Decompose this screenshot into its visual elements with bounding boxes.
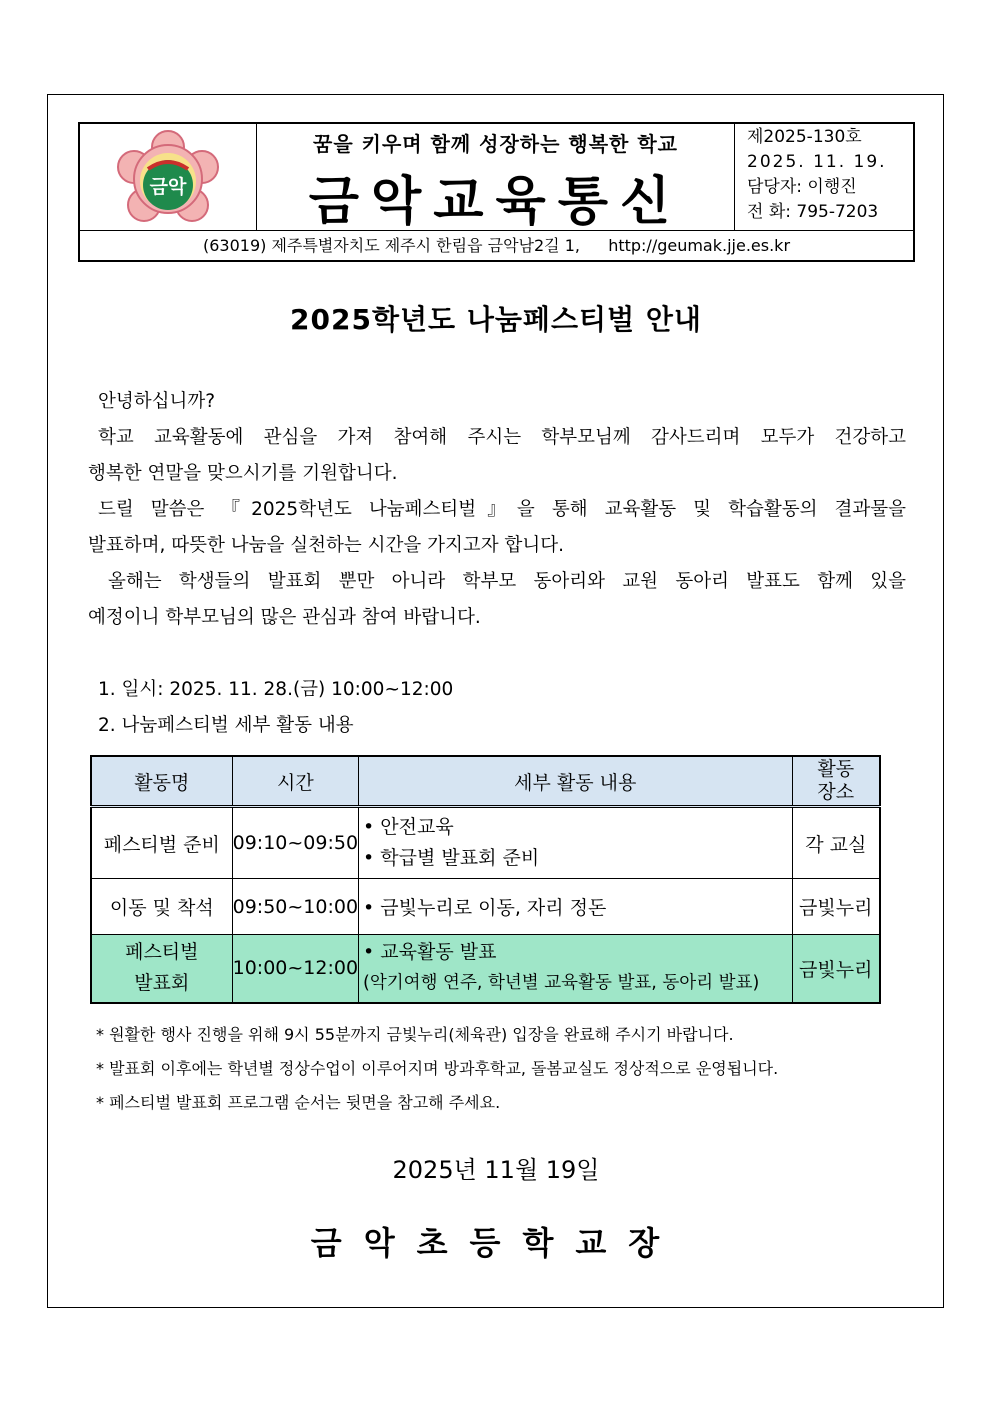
doc-info-cell <box>735 124 913 230</box>
detail-subtext: (악기여행 연주, 학년별 교육활동 발표, 동아리 발표) <box>363 973 760 994</box>
activity-place: 금빛누리 <box>792 879 880 935</box>
activity-place: 각 교실 <box>792 807 880 879</box>
doc-number: 제2025-130호 <box>747 127 862 147</box>
paragraph-2-line-2: 발표하며, 따뜻한 나눔을 실천하는 시간을 가지고자 합니다. <box>88 535 564 556</box>
table-row <box>91 807 880 879</box>
school-address: (63019) 제주특별자치도 제주시 한림읍 금악남2길 1, <box>202 236 580 255</box>
activity-time: 09:50~10:00 <box>232 879 358 935</box>
detail-item: • 학급별 발표회 준비 <box>363 847 540 869</box>
activity-details <box>359 935 792 1003</box>
activity-details <box>359 879 792 935</box>
school-emblem-icon <box>114 129 222 225</box>
paragraph-3-line-2: 예정이니 학부모님의 많은 관심과 참여 바랍니다. <box>88 607 481 628</box>
school-logo-cell <box>80 124 257 230</box>
note-item: * 원활한 행사 진행을 위해 9시 55분까지 금빛누리(체육관) 입장을 완료해 주시기 바랍니다. <box>96 1025 734 1044</box>
activity-time: 09:10~09:50 <box>232 807 358 879</box>
note-item: * 발표회 이후에는 학년별 정상수업이 이루어지며 방과후학교, 돌봄교실도 정상적으로 운영됩니다. <box>96 1059 779 1078</box>
activity-time: 10:00~12:00 <box>232 935 358 1003</box>
header-place: 활동 장소 <box>792 756 880 807</box>
newsletter-title: 금악교육통신 <box>308 172 683 232</box>
activity-name: 페스티벌 준비 <box>91 807 232 879</box>
notes-list <box>96 1018 778 1120</box>
page-title: 2025학년도 나눔페스티벌 안내 <box>290 303 702 336</box>
newsletter-header <box>78 122 915 262</box>
greeting: 안녕하십니까? <box>98 391 216 412</box>
header-activity-name: 활동명 <box>91 756 232 807</box>
paragraph-3-line-1: 올해는 학생들의 발표회 뿐만 아니라 학부모 동아리와 교원 동아리 발표도 함께 있을 <box>108 571 906 592</box>
detail-item: • 안전교육 <box>363 816 454 838</box>
school-slogan: 꿈을 키우며 함께 성장하는 행복한 학교 <box>313 132 678 156</box>
contact-person: 담당자: 이행진 <box>747 177 857 197</box>
table-row <box>91 879 880 935</box>
detail-item: • 금빛누리로 이동, 자리 정돈 <box>363 897 607 919</box>
activity-name: 이동 및 착석 <box>91 879 232 935</box>
note-item: * 페스티벌 발표회 프로그램 순서는 뒷면을 참고해 주세요. <box>96 1093 501 1112</box>
header-time: 시간 <box>232 756 358 807</box>
header-title-cell <box>257 124 735 230</box>
paragraph-1-line-2: 행복한 연말을 맞으시기를 기원합니다. <box>88 463 398 484</box>
doc-date: 2025. 11. 19. <box>747 152 887 172</box>
event-detail-heading: 2. 나눔페스티벌 세부 활동 내용 <box>98 715 354 736</box>
closing-date: 2025년 11월 19일 <box>392 1156 600 1184</box>
letter-body <box>88 384 906 636</box>
header-details: 세부 활동 내용 <box>359 756 792 807</box>
table-row-highlighted <box>91 935 880 1003</box>
activity-table <box>90 755 881 1004</box>
event-items <box>98 672 916 744</box>
activity-details <box>359 807 792 879</box>
table-header-row <box>91 756 880 807</box>
principal-signature: 금악초등학교장 <box>310 1224 682 1262</box>
address-bar <box>80 230 913 261</box>
svg-text:금악: 금악 <box>149 176 187 198</box>
paragraph-1-line-1: 학교 교육활동에 관심을 가져 참여해 주시는 학부모님께 감사드리며 모두가 건강하고 <box>98 427 906 448</box>
phone-number: 전 화: 795-7203 <box>747 202 879 222</box>
activity-name: 페스티벌 발표회 <box>91 935 232 1003</box>
paragraph-2-line-1: 드릴 말씀은 『2025학년도 나눔페스티벌』을 통해 교육활동 및 학습활동의 결과물을 <box>98 499 906 520</box>
detail-item: • 교육활동 발표 <box>363 941 497 964</box>
activity-place: 금빛누리 <box>792 935 880 1003</box>
event-date-item: 1. 일시: 2025. 11. 28.(금) 10:00~12:00 <box>98 679 454 700</box>
school-url-link[interactable]: http://geumak.jje.es.kr <box>608 236 791 255</box>
